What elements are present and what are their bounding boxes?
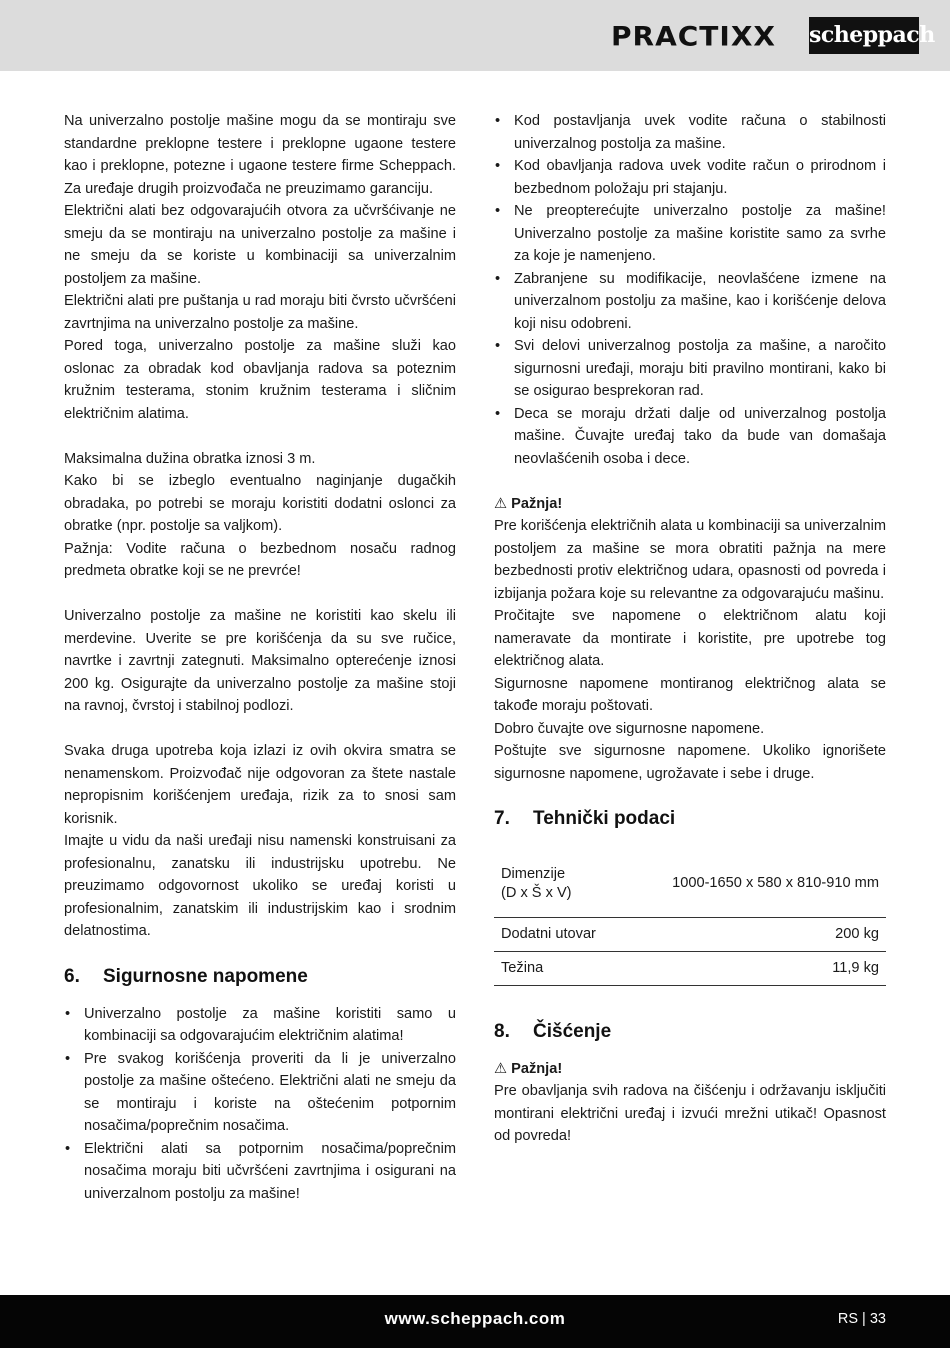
list-item: • Kod obavljanja radova uvek vodite račun o prirodnom i bezbednom položaju pri stajanju. xyxy=(494,155,886,200)
paragraph: Univerzalno postolje za mašine ne koristiti kao skelu ili merdevine. Uverite se pre korišćenja da su sve ručice, navrtke i zavrtnji zategnuti. Maksimalno opterećenje iznosi 200 kg. Osigurajte da univerzalno postolje za mašine stoji na ravnoj, čvrstoj i stabilnoj podlozi. xyxy=(64,608,456,714)
right-column xyxy=(494,110,886,1148)
section-number: 7. xyxy=(494,808,510,829)
section-number: 6. xyxy=(64,965,80,987)
safety-list xyxy=(64,1003,456,1206)
list-item: • Svi delovi univerzalnog postolja za mašine, a naročito sigurnosni uređaji, moraju biti pravilno montirani, kako bi se osigurao besprekoran rad. xyxy=(494,335,886,403)
page-header xyxy=(0,0,950,71)
list-item: • Ne preopterećujte univerzalno postolje za mašine! Univerzalno postolje za mašine koristite samo za svrhe za koje je namenjeno. xyxy=(494,200,886,268)
section-title: Čišćenje xyxy=(533,1020,612,1042)
paragraph: Kako bi se izbeglo eventualno naginjanje dugačkih obradaka, po potrebi se moraju koristiti dodatni oslonci za obratke (npr. postolje sa valjkom). xyxy=(64,473,456,534)
page-number: RS | 33 xyxy=(837,1311,886,1327)
table-cell-label: Težina xyxy=(501,959,544,976)
table-row xyxy=(494,851,886,917)
website-link[interactable]: www.scheppach.com xyxy=(384,1309,566,1328)
section-title: Tehnički podaci xyxy=(533,808,676,829)
warning-title: Pažnja! xyxy=(511,1060,563,1077)
paragraph: Pored toga, univerzalno postolje za mašine služi kao oslonac za obradak kod obavljanja radova sa poteznim kružnim testerama, stonim kružnim testerama i sličnim električnim alatima. xyxy=(64,338,456,422)
section-8-heading xyxy=(494,1020,886,1044)
list-item: • Pre svakog korišćenja proveriti da li je univerzalno postolje za mašine oštećeno. Električni alati ne smeju da se montiraju i koriste na oštećenim potpornim nosačima/poprečnim nosačima. xyxy=(64,1048,456,1138)
paragraph: Na univerzalno postolje mašine mogu da se montiraju sve standardne preklopne testere i preklopne ugaone testere kao i preklopne, potezne i ugaone testere firme Scheppach. Za uređaje drugih proizvođača ne preuzimamo garanciju. xyxy=(64,113,456,197)
table-cell-value: 200 kg xyxy=(835,925,879,942)
paragraph: Električni alati pre puštanja u rad moraju biti čvrsto učvršćeni zavrtnjima na univerzalno postolje za mašine. xyxy=(64,293,456,332)
list-item: • Kod postavljanja uvek vodite računa o stabilnosti univerzalnog postolja za mašine. xyxy=(494,110,886,155)
warning-heading xyxy=(494,493,886,516)
paragraph: Imajte u vidu da naši uređaji nisu namenski konstruisani za profesionalnu, zanatsku ili industrijsku upotrebu. Ne preuzimamo odgovornost ukoliko se uređaj koristi u profesionalnim, zanatskim ili industrijskim kao i srodnim delatnostima. xyxy=(64,833,456,939)
section-number: 8. xyxy=(494,1020,510,1042)
practixx-logo: PRACTIXX xyxy=(611,20,776,53)
warning-title: Pažnja! xyxy=(511,495,563,512)
table-cell-value: 11,9 kg xyxy=(832,959,879,976)
paragraph: Pre obavljanja svih radova na čišćenju i održavanju isključiti montirani električni uređaj i izvući mrežni utikač! Opasnost od povreda! xyxy=(494,1083,886,1144)
tech-data-table xyxy=(494,851,886,986)
page-footer xyxy=(0,1295,950,1348)
section-6-heading xyxy=(64,965,456,989)
paragraph: Pre korišćenja električnih alata u kombinaciji sa univerzalnim postoljem za mašine se mora obratiti pažnja na mere bezbednosti protiv električnog udara, opasnosti od povreda i izbijanja požara koje su relevantne za odgovarajuću mašinu. xyxy=(494,518,886,602)
label-line: Dimenzije xyxy=(501,865,566,882)
paragraph: Pročitajte sve napomene o električnom alatu koji nameravate da montirate i koristite, pre upotrebe tog električnog alata. xyxy=(494,608,886,669)
paragraph: Električni alati bez odgovarajućih otvora za učvršćivanje ne smeju da se montiraju na univerzalno postolje za mašine i ne smeju da se koriste u kombinaciji sa univerzalnim postoljem za mašine. xyxy=(64,203,456,287)
warning-triangle-icon: ⚠ xyxy=(494,1060,508,1077)
list-item: • Univerzalno postolje za mašine koristiti samo u kombinaciji sa odgovarajućim električnim alatima! xyxy=(64,1003,456,1048)
table-cell-label xyxy=(494,851,623,917)
table-row xyxy=(494,917,886,951)
list-item: • Deca se moraju držati dalje od univerzalnog postolja mašine. Čuvajte uređaj tako da bude van domašaja neovlašćenih osoba i dece. xyxy=(494,403,886,471)
table-row xyxy=(494,951,886,985)
label-line: (D x Š x V) xyxy=(501,884,572,901)
paragraph: Dobro čuvajte ove sigurnosne napomene. xyxy=(494,720,765,737)
section-7-heading xyxy=(494,807,886,831)
safety-list-continued xyxy=(494,110,886,470)
paragraph: Poštujte sve sigurnosne napomene. Ukoliko ignorišete sigurnosne napomene, ugrožavate i sebe i druge. xyxy=(494,743,886,782)
left-column xyxy=(64,110,456,1205)
paragraph: Svaka druga upotreba koja izlazi iz ovih okvira smatra se nenamenskom. Proizvođač nije odgovoran za štete nastale nepropisnim korišćenjem uređaja, rizik za to snosi sam korisnik. xyxy=(64,743,456,827)
warning-heading xyxy=(494,1058,886,1081)
table-cell-value: 1000-1650 x 580 x 810-910 mm xyxy=(672,875,879,892)
table-cell-label: Dodatni utovar xyxy=(501,925,596,942)
paragraph: Pažnja: Vodite računa o bezbednom nosaču radnog predmeta obratke koji se ne prevrće! xyxy=(64,540,456,579)
scheppach-logo: scheppach xyxy=(809,17,919,54)
section-title: Sigurnosne napomene xyxy=(103,965,308,987)
list-item: • Električni alati sa potpornim nosačima/poprečnim nosačima moraju biti učvršćeni zavrtnjima i osigurani na univerzalnom postolju za mašine! xyxy=(64,1138,456,1206)
paragraph: Sigurnosne napomene montiranog električnog alata se takođe moraju poštovati. xyxy=(494,675,886,714)
paragraph: Maksimalna dužina obratka iznosi 3 m. xyxy=(64,450,316,467)
warning-triangle-icon: ⚠ xyxy=(494,495,508,512)
list-item: • Zabranjene su modifikacije, neovlašćene izmene na univerzalnom postolju za mašine, kao i korišćenje delova koji nisu odobreni. xyxy=(494,268,886,336)
